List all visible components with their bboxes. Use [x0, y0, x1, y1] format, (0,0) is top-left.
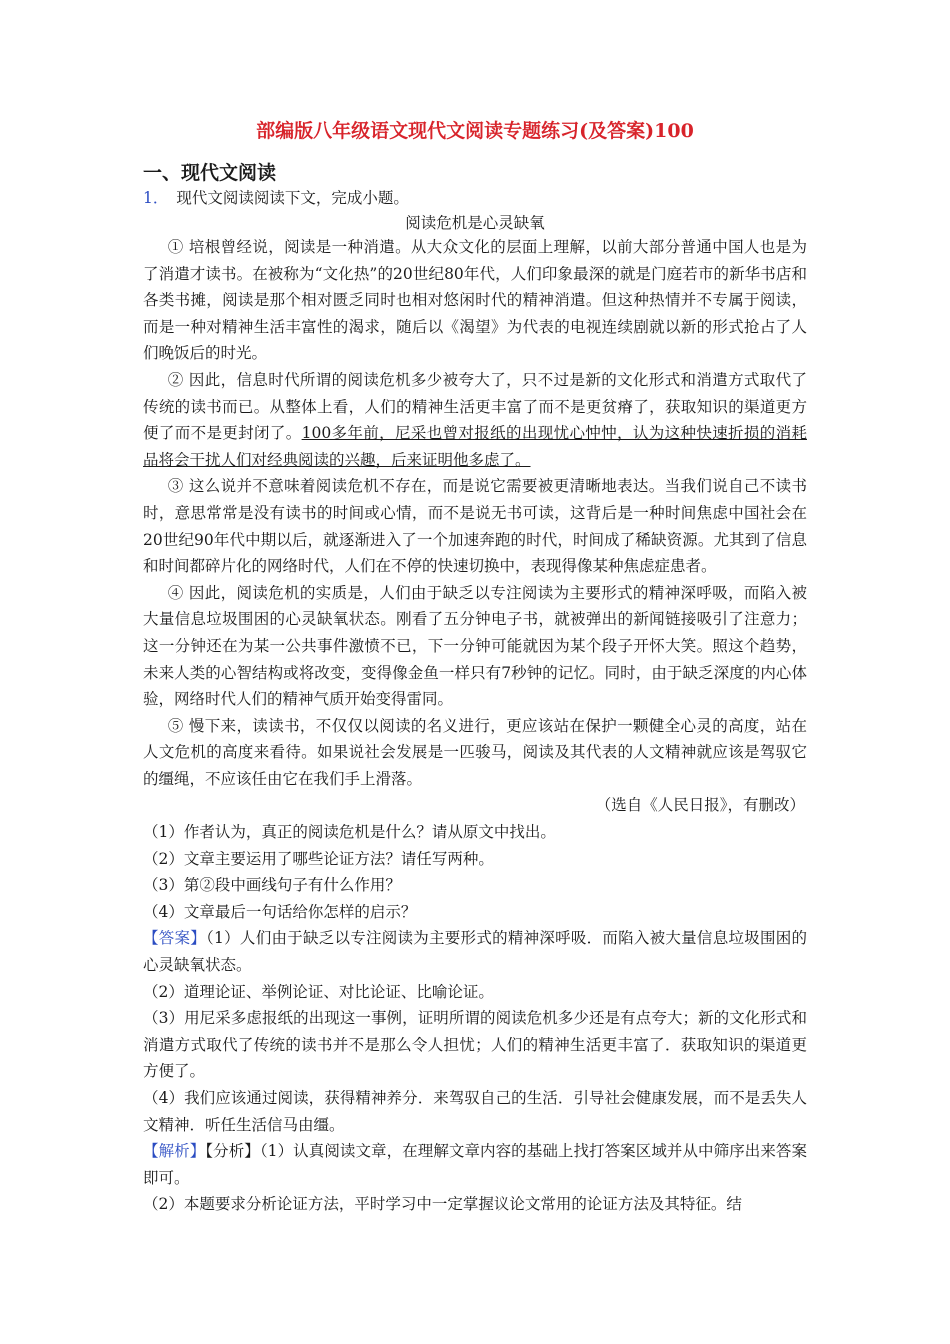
- paragraph-5: ⑤ 慢下来，读读书，不仅仅以阅读的名义进行，更应该站在保护一颗健全心灵的高度，站在人文危机的高度来看待。如果说社会发展是一匹骏马，阅读及其代表的人文精神就应该是驾驭它的缰绳，不应该任由它在我们手上滑落。: [143, 716, 807, 788]
- sub-question-2: （2）文章主要运用了哪些论证方法？请任写两种。: [143, 849, 494, 868]
- question-intro: [143, 186, 409, 208]
- answer-1-text: （1）人们由于缺乏以专注阅读为主要形式的精神深呼吸．而陷入被大量信息垃圾围困的心灵缺氧状态。: [143, 929, 807, 975]
- sub-question-4: （4）文章最后一句话给你怎样的启示？: [143, 902, 417, 921]
- sub-question-3: （3）第②段中画线句子有什么作用？: [143, 876, 401, 895]
- question-number: 1．: [143, 189, 169, 207]
- underlined-sentence: 100多年前，尼采也曾对报纸的出现忧心忡忡，认为这种快速折损的消耗品将会干扰人们对经典阅读的兴趣，后来证明他多虑了。: [143, 424, 807, 469]
- analysis-tag: 【解析】: [143, 1142, 206, 1161]
- source-note: （选自《人民日报》，有删改）: [595, 796, 805, 815]
- paragraph-3: ③ 这么说并不意味着阅读危机不存在，而是说它需要被更清晰地表达。当我们说自己不读书时，意思常常是没有读书的时间或心情，而不是说无书可读，这背后是一种时间焦虑中国社会在20世纪90年代中期以后，就逐渐进入了一个加速奔跑的时代，时间成了稀缺资源。尤其到了信息和时间都碎片化的网络时代，人们在不停的快速切换中，表现得像某种焦虑症患者。: [143, 477, 807, 576]
- article-body: [143, 234, 807, 1218]
- answer-tag: 【答案】: [143, 929, 207, 948]
- answer-2: （2）道理论证、举例论证、对比论证、比喻论证。: [143, 982, 494, 1001]
- answer-1: [143, 925, 807, 978]
- analysis-1-text: （1）认真阅读文章，在理解文章内容的基础上找打答案区域并从中筛序出来答案即可。: [143, 1142, 807, 1187]
- answer-4: （4）我们应该通过阅读，获得精神养分．来驾驭自己的生活．引导社会健康发展，而不是丢失人文精神．听任生活信马由缰。: [143, 1089, 807, 1134]
- section-heading: 一、现代文阅读: [143, 162, 277, 184]
- answer-3: （3）用尼采多虑报纸的出现这一事例，证明所谓的阅读危机多少还是有点夸大；新的文化形式和消遣方式取代了传统的读书并不是那么令人担忧；人们的精神生活更丰富了．获取知识的渠道更方便了。: [143, 1009, 807, 1081]
- article-title: 阅读危机是心灵缺氧: [405, 214, 545, 232]
- paragraph-1: ① 培根曾经说，阅读是一种消遣。从大众文化的层面上理解，以前大部分普通中国人也是为了消遣才读书。在被称为“文化热”的20世纪80年代，人们印象最深的就是门庭若市的新华书店和各类书摊，阅读是那个相对匮乏同时也相对悠闲时代的精神消遣。但这种热情并不专属于阅读，而是一种对精神生活丰富性的渴求，随后以《渴望》为代表的电视连续剧就以新的形式抢占了人们晚饭后的时光。: [143, 238, 807, 363]
- paragraph-4: ④ 因此，阅读危机的实质是，人们由于缺乏以专注阅读为主要形式的精神深呼吸，而陷入被大量信息垃圾围困的心灵缺氧状态。刚看了五分钟电子书，就被弹出的新闻链接吸引了注意力；这一分钟还在为某一公共事件激愤不已，下一分钟可能就因为某个段子开怀大笑。照这个趋势，未来人类的心智结构或将改变，变得像金鱼一样只有7秒钟的记忆。同时，由于缺乏深度的内心体验，网络时代人们的精神气质开始变得雷同。: [143, 583, 807, 709]
- document-title: 部编版八年级语文现代文阅读专题练习(及答案)100: [256, 120, 694, 142]
- analysis-1: [143, 1138, 807, 1191]
- question-intro-text: 现代文阅读阅读下文，完成小题。: [176, 189, 409, 207]
- paragraph-2-text: ② 因此，信息时代所谓的阅读危机多少被夸大了，只不过是新的文化形式和消遣方式取代了传统的读书而已。从整体上看，人们的精神生活更丰富了而不是更贫瘠了，获取知识的渠道更方便了而不是更封闭了。: [143, 370, 807, 443]
- analysis-2: （2）本题要求分析论证方法，平时学习中一定掌握议论文常用的论证方法及其特征。结: [143, 1195, 742, 1214]
- analysis-sub-tag: 【分析】: [205, 1142, 260, 1161]
- sub-question-1: （1）作者认为，真正的阅读危机是什么？请从原文中找出。: [143, 823, 556, 842]
- paragraph-2: [143, 367, 807, 473]
